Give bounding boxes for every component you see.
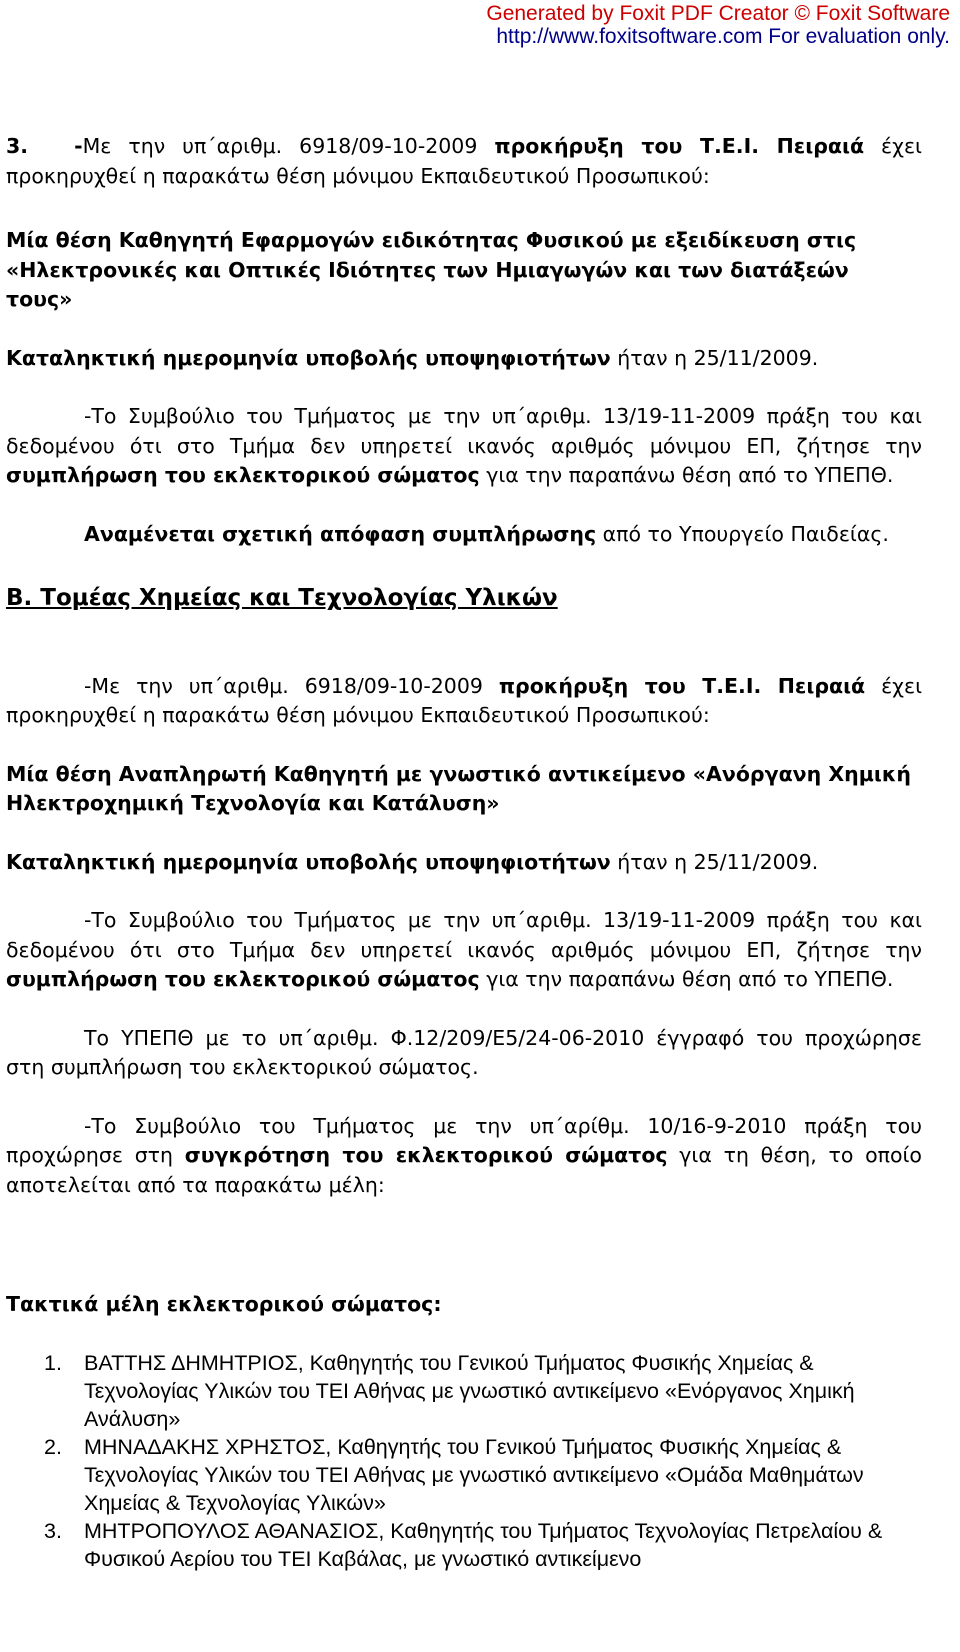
item-text: ΒΑΤΤΗΣ ΔΗΜΗΤΡΙΟΣ, Καθηγητής του Γενικού Τμήματος Φυσικής Χημείας & Τεχνολογίας Υλικών του ΤΕΙ Αθήνας με γνωστικό αντικείμενο «Ενόργανος Χημική Ανάλυση» [84,1350,855,1431]
members-list [6,1349,922,1573]
list-item [6,1517,894,1573]
section-3-council [6,402,922,491]
watermark-line-2: http://www.foxitsoftware.com For evaluation only. [496,25,950,48]
deadline-label: Καταληκτική ημερομηνία υποβολής υποψηφιοτήτων [6,345,611,370]
item-number: 2. [44,1434,62,1459]
watermark-line-1: Generated by Foxit PDF Creator © Foxit Software [486,2,950,25]
section-b-intro-bold: προκήρυξη του Τ.Ε.Ι. Πειραιά [498,673,866,698]
item-text: ΜΗΝΑΔΑΚΗΣ ΧΡΗΣΤΟΣ, Καθηγητής του Γενικού Τμήματος Φυσικής Χημείας & Τεχνολογίας Υλικών του ΤΕΙ Αθήνας με γνωστικό αντικείμενο «Ομάδα Μαθημάτων Χημείας & Τεχνολογίας Υλικών» [84,1434,864,1515]
foxit-watermark [486,2,950,48]
list-item [6,1433,894,1517]
item-number: 3. [44,1518,62,1543]
position-title: Μία θέση Καθηγητή Εφαρμογών ειδικότητας Φυσικού με εξειδίκευση στις «Ηλεκτρονικές και Οπτικές Ιδιότητες των Ημιαγωγών και των διατάξεών τους» [6,228,857,311]
section-b-position [6,760,922,819]
section-3-intro-text: Με την υπ΄αριθμ. 6918/09-10-2009 [82,134,495,158]
await-text: από το Υπουργείο Παιδείας. [596,521,889,546]
council-text: -Το Συμβούλιο του Τμήματος με την υπ΄αριθμ. 13/19-11-2009 πράξη του και δεδομένου ότι στο Τμήμα δεν υπηρετεί ικανός αριθμός μόνιμου ΕΠ, ζήτησε την [6,908,922,962]
section-b-intro [6,672,922,731]
section-3-number: 3. [6,134,29,158]
section-b-council-2 [6,1112,922,1201]
council-text: -Το Συμβούλιο του Τμήματος με την υπ΄αριθμ. 13/19-11-2009 πράξη του και δεδομένου ότι στο Τμήμα δεν υπηρετεί ικανός αριθμός μόνιμου ΕΠ, ζήτησε την [6,404,922,458]
item-number: 1. [44,1350,62,1375]
section-heading: Β. Τομέας Χημείας και Τεχνολογίας Υλικών [6,585,558,611]
deadline-value: ήταν η 25/11/2009. [610,345,819,370]
council-bold: συμπλήρωση του εκλεκτορικού σώματος [6,463,480,487]
section-b-ypepth: Το ΥΠΕΠΘ με το υπ΄αριθμ. Φ.12/209/Ε5/24-06-2010 έγγραφό του προχώρησε στη συμπλήρωση του εκλεκτορικού σώματος. [6,1025,922,1079]
deadline-value: ήταν η 25/11/2009. [610,849,819,874]
section-b-intro-tail: έχει προκηρυχθεί η παρακάτω θέση μόνιμου Εκπαιδευτικού Προσωπικού: [6,673,923,727]
list-item [6,1349,894,1433]
council2-bold: συγκρότηση του εκλεκτορικού σώματος [184,1143,668,1167]
section-3-await [6,520,922,550]
section-3-deadline [6,344,922,374]
section-b-heading [6,584,922,614]
await-bold: Αναμένεται σχετική απόφαση συμπλήρωσης [84,521,597,546]
item-text: ΜΗΤΡΟΠΟΥΛΟΣ ΑΘΑΝΑΣΙΟΣ, Καθηγητής του Τμήματος Τεχνολογίας Πετρελαίου & Φυσικού Αερίου του ΤΕΙ Καβάλας, με γνωστικό αντικείμενο [84,1518,883,1571]
document-page [6,132,922,1573]
council-bold: συμπλήρωση του εκλεκτορικού σώματος [6,967,480,991]
section-b-council [6,906,922,995]
section-b-intro-text: -Με την υπ΄αριθμ. 6918/09-10-2009 [84,673,499,698]
section-b-deadline [6,848,922,878]
section-3-intro-bold: προκήρυξη του Τ.Ε.Ι. Πειραιά [494,134,865,158]
section-3-dash: - [74,134,83,158]
section-3-intro [6,132,922,191]
members-title: Τακτικά μέλη εκλεκτορικού σώματος: [6,1292,442,1316]
section-3-intro-tail: έχει προκηρυχθεί η παρακάτω θέση μόνιμου Εκπαιδευτικού Προσωπικού: [6,134,922,188]
council2-text: -Το Συμβούλιο του Τμήματος με την υπ΄αρίθμ. 10/16-9-2010 πράξη του προχώρησε στη [6,1113,922,1167]
section-3-position [6,226,922,315]
council2-tail: για τη θέση, το οποίο αποτελείται από τα παρακάτω μέλη: [6,1143,922,1197]
council-tail: για την παραπάνω θέση από το ΥΠΕΠΘ. [479,967,894,991]
council-tail: για την παραπάνω θέση από το ΥΠΕΠΘ. [479,463,894,487]
position-title: Μία θέση Αναπληρωτή Καθηγητή με γνωστικό αντικείμενο «Ανόργανη Χημική Ηλεκτροχημική Τεχνολογία και Κατάλυση» [6,761,911,815]
deadline-label: Καταληκτική ημερομηνία υποβολής υποψηφιοτήτων [6,849,611,874]
